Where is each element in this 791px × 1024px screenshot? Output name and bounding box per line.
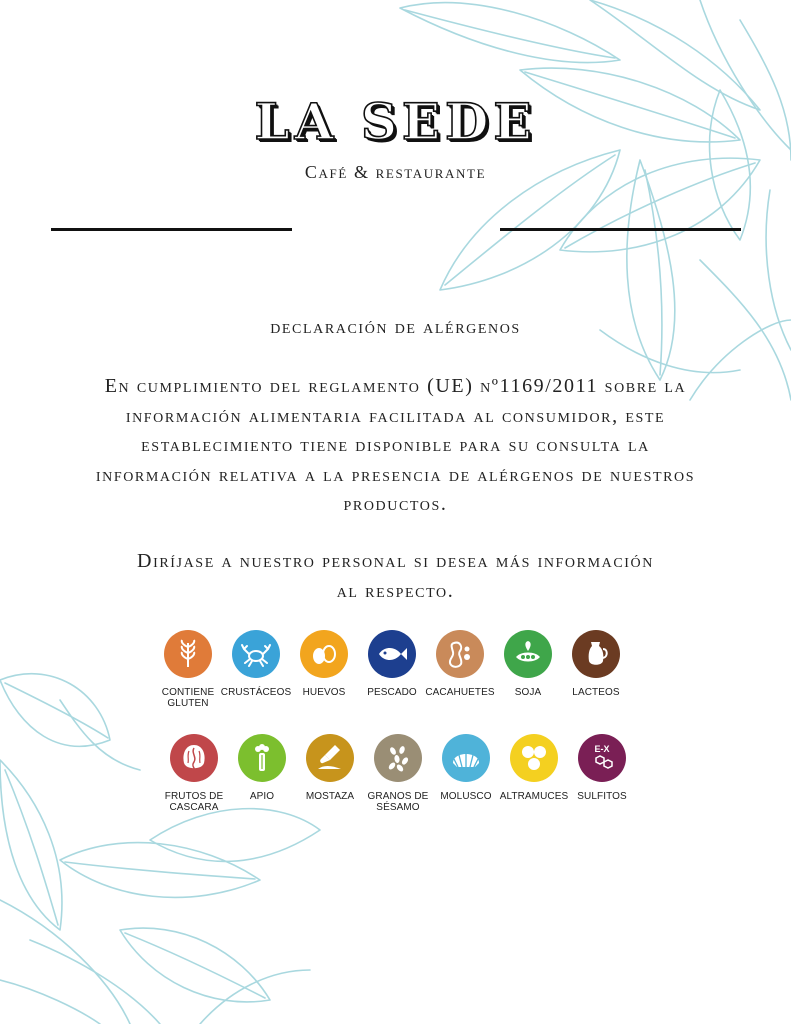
allergen-label: MOSTAZA	[305, 791, 355, 802]
allergen-sesame	[361, 734, 435, 813]
allergen-peanuts	[423, 630, 497, 698]
allergen-soy	[491, 630, 565, 698]
regulation-paragraph: En cumplimiento del reglamento (UE) nº1169/2011 sobre la información alimentaria facilitada al consumidor, este establecimiento tiene disponible para su consulta la información relativa a la presencia de alérgenos de nuestros productos.	[95, 375, 696, 515]
restaurant-subtitle: Café & restaurante	[304, 162, 487, 182]
allergen-dairy	[559, 630, 633, 698]
allergen-label: GRANOS DE SÉSAMO	[367, 791, 429, 813]
allergen-declaration-heading: declaración de alérgenos	[270, 316, 521, 338]
lupin-icon	[510, 734, 558, 782]
nut-icon	[170, 734, 218, 782]
allergen-sulphites	[565, 734, 639, 802]
allergen-row-1	[0, 630, 791, 730]
allergen-label: CRUSTÁCEOS	[220, 687, 292, 698]
allergen-label: APIO	[249, 791, 275, 802]
allergen-label: CONTIENE GLUTEN	[161, 687, 215, 709]
peanut-icon	[436, 630, 484, 678]
allergen-mustard	[293, 734, 367, 802]
soy-icon	[504, 630, 552, 678]
allergen-label: SULFITOS	[577, 791, 627, 802]
svg-text:E-X: E-X	[594, 744, 610, 754]
allergen-label: SOJA	[514, 687, 542, 698]
allergen-label: PESCADO	[367, 687, 417, 698]
divider-left	[51, 228, 292, 231]
crab-icon	[232, 630, 280, 678]
allergen-lupin	[497, 734, 571, 802]
allergen-label: MOLUSCO	[440, 791, 492, 802]
allergen-fish	[355, 630, 429, 698]
allergen-tree-nuts	[157, 734, 231, 813]
fish-icon	[368, 630, 416, 678]
allergen-gluten	[151, 630, 225, 709]
allergen-label: CACAHUETES	[425, 687, 495, 698]
allergen-molluscs	[429, 734, 503, 802]
wheat-icon	[164, 630, 212, 678]
restaurant-title: LA SEDE	[254, 92, 537, 151]
divider-right	[500, 228, 741, 231]
allergen-label: LACTEOS	[572, 687, 620, 698]
allergen-crustaceans	[219, 630, 293, 698]
contact-staff-paragraph: Diríjase a nuestro personal si desea más información al respecto.	[137, 550, 654, 602]
eggs-icon	[300, 630, 348, 678]
allergen-label: ALTRAMUCES	[499, 791, 569, 802]
allergen-celery	[225, 734, 299, 802]
milk-jug-icon	[572, 630, 620, 678]
allergen-eggs	[287, 630, 361, 698]
sesame-icon	[374, 734, 422, 782]
allergen-label: HUEVOS	[302, 687, 346, 698]
celery-icon	[238, 734, 286, 782]
allergen-label: FRUTOS DE CASCARA	[164, 791, 224, 813]
allergen-row-2	[0, 734, 791, 834]
sulphite-icon	[578, 734, 626, 782]
shell-icon	[442, 734, 490, 782]
mustard-icon	[306, 734, 354, 782]
